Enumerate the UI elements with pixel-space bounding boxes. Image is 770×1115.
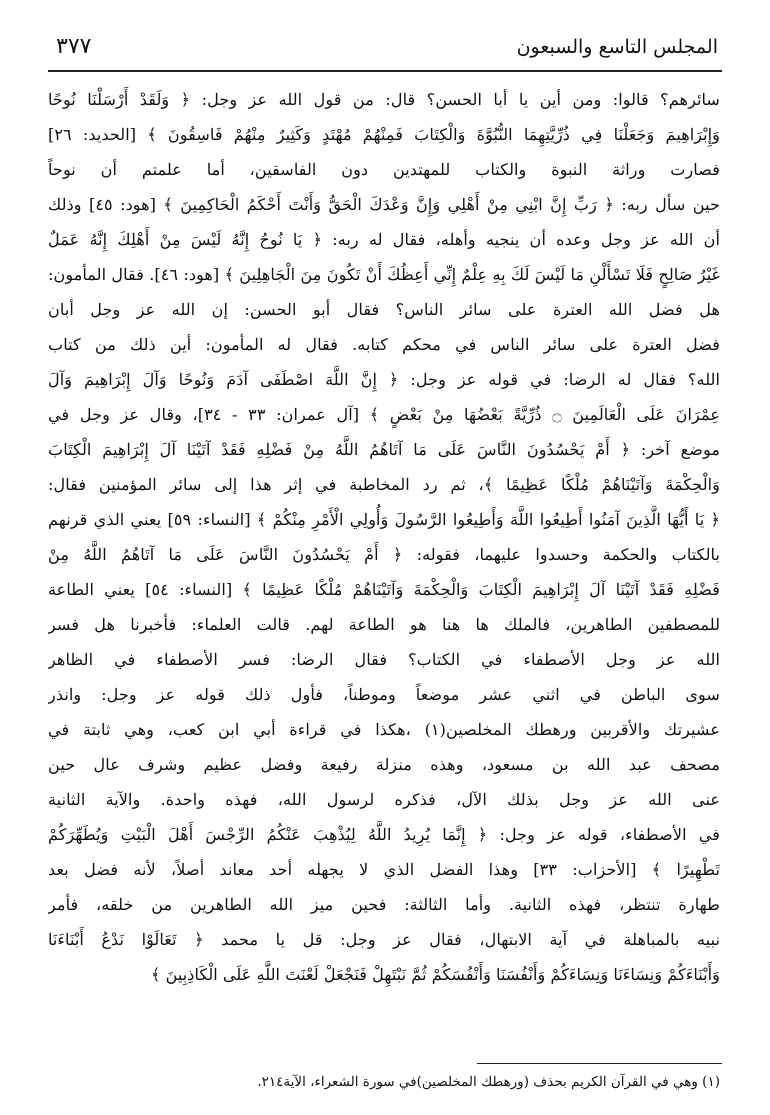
text-line: عنى الله عز وجل بذلك الآل، فذكره لرسول الله، فهذه واحدة. والآية الثانية [48, 790, 720, 809]
running-title: المجلس التاسع والسبعون [516, 36, 718, 58]
footnote-divider [477, 1063, 722, 1064]
text-line: الله عز وجل الأصطفاء في الكتاب؟ فقال الرضا: فسر الأصطفاء في الظاهر [48, 650, 720, 669]
text-line: حين سأل ربه: ﴿ رَبِّ إِنَّ ابْنِي مِنْ أَهْلِي وَإِنَّ وَعْدَكَ الْحَقُّ وَأَنْتَ أَحْكَمُ الْحَاكِمِينَ ﴾ [هود: ٤٥] وذلك [48, 195, 720, 214]
text-line: نبيه بالمباهلة في آية الابتهال، فقال عز وجل: قل يا محمد ﴿ تَعَالَوْا نَدْعُ أَبْنَاءَنَا [48, 930, 720, 949]
text-line: في الأصطفاء، قوله عز وجل: ﴿ إِنَّمَا يُرِيدُ اللَّهُ لِيُذْهِبَ عَنْكُمُ الرِّجْسَ أَهْلَ الْبَيْتِ وَيُطَهِّرَكُمْ [48, 825, 720, 844]
text-line: سائرهم؟ قالوا: ومن أين يا أبا الحسن؟ قال: من قول الله عز وجل: ﴿ وَلَقَدْ أَرْسَلْنَا نُوحًا [48, 90, 720, 109]
text-line: سوى الباطن في اثني عشر موضعاً وموطناً، فأول ذلك قوله عز وجل: وانذر [48, 685, 720, 704]
text-line: مصحف عبد الله بن مسعود، وهذه منزلة رفيعة وفضل عظيم وشرف عال حين [48, 755, 720, 774]
text-line: فَضْلِهِ فَقَدْ آتَيْنَا آلَ إِبْرَاهِيمَ الْكِتَابَ وَالْحِكْمَةَ وَآتَيْنَاهُمْ مُلْكًا عَظِيمًا ﴾ [النساء: ٥٤] يعني الطاعة [48, 580, 720, 599]
text-line: طهارة تنتظر، فهذه الثانية. وأما الثالثة: فحين ميز الله الطاهرين من خلقه، فأمر [48, 895, 720, 914]
text-line: وَإِبْرَاهِيمَ وَجَعَلْنَا فِي ذُرِّيَّتِهِمَا النُّبُوَّةَ وَالْكِتَابَ فَمِنْهُمْ مُهْتَدٍ وَكَثِيرٌ مِنْهُمْ فَاسِقُونَ ﴾ [الحديد: ٢٦] [48, 125, 720, 144]
text-line: الله؟ فقال له الرضا: في قوله عز وجل: ﴿ إِنَّ اللَّهَ اصْطَفَى آدَمَ وَنُوحًا وَآلَ إِبْرَاهِيمَ وَآلَ [48, 370, 720, 389]
page-number: ٣٧٧ [56, 34, 92, 59]
text-line: بالكتاب والحكمة وحسدوا عليهما، فقوله: ﴿ أَمْ يَحْسُدُونَ النَّاسَ عَلَى مَا آتَاهُمُ اللَّهُ مِنْ [48, 545, 720, 564]
text-line: أن الله عز وجل وعده أن ينجيه وأهله، فقال له ربه: ﴿ يَا نُوحُ إِنَّهُ لَيْسَ مِنْ أَهْلِكَ إِنَّهُ عَمَلٌ [48, 230, 720, 249]
text-line: فصارت وراثة النبوة والكتاب للمهتدين دون الفاسقين، أما علمتم أن نوحاً [48, 160, 720, 179]
text-line: عشيرتك والأقربين ورهطك المخلصين(١) ،هكذا في قراءة أبي ابن كعب، وهي ثابتة في [48, 720, 720, 739]
text-line: تَطْهِيرًا ﴾ [الأحزاب: ٣٣] وهذا الفضل الذي لا يجهله أحد معاند أصلاً، لأنه فضل بعد [48, 860, 720, 879]
footnote: (١) وهي في القرآن الكريم بحذف (ورهطك المخلصين)في سورة الشعراء، الآية٢١٤. [257, 1074, 720, 1090]
main-text [48, 82, 720, 992]
text-line: ﴿ يَا أَيُّهَا الَّذِينَ آمَنُوا أَطِيعُوا اللَّهَ وَأَطِيعُوا الرَّسُولَ وَأُولِي الْأَمْرِ مِنْكُمْ ﴾ [النساء: ٥٩] يعني الذي قرنهم [48, 510, 720, 529]
text-line: عِمْرَانَ عَلَى الْعَالَمِينَ ۝ ذُرِّيَّةً بَعْضُهَا مِنْ بَعْضٍ ﴾ [آل عمران: ٣٣ - ٣٤]، وقال عز وجل في [48, 405, 720, 424]
text-line: موضع آخر: ﴿ أَمْ يَحْسُدُونَ النَّاسَ عَلَى مَا آتَاهُمُ اللَّهُ مِنْ فَضْلِهِ فَقَدْ آتَيْنَا آلَ إِبْرَاهِيمَ الْكِتَابَ [48, 440, 720, 459]
text-line: للمصطفين الطاهرين، فالملك ها هنا هو الطاعة لهم. قالت العلماء: فأخبرنا هل فسر [48, 615, 720, 634]
page-header [48, 30, 722, 70]
header-divider [48, 70, 722, 72]
text-line: فضل العترة على سائر الناس في محكم كتابه. فقال له المأمون: أين ذلك من كتاب [48, 335, 720, 354]
text-line: غَيْرُ صَالِحٍ فَلَا تَسْأَلْنِ مَا لَيْسَ لَكَ بِهِ عِلْمٌ إِنِّي أَعِظُكَ أَنْ تَكُونَ مِنَ الْجَاهِلِينَ ﴾ [هود: ٤٦]. فقال المأمون: [48, 265, 720, 284]
text-line: وَأَبْنَاءَكُمْ وَنِسَاءَنَا وَنِسَاءَكُمْ وَأَنْفُسَنَا وَأَنْفُسَكُمْ ثُمَّ نَبْتَهِلْ فَنَجْعَلْ لَعْنَتَ اللَّهِ عَلَى الْكَاذِبِينَ ﴾ [150, 965, 720, 984]
text-line: وَالْحِكْمَةَ وَآتَيْنَاهُمْ مُلْكًا عَظِيمًا ﴾، ثم رد المخاطبة في إثر هذا إلى سائر المؤمنين فقال: [48, 475, 720, 494]
text-line: هل فضل الله العترة على سائر الناس؟ فقال أبو الحسن: إن الله عز وجل أبان [48, 300, 720, 319]
